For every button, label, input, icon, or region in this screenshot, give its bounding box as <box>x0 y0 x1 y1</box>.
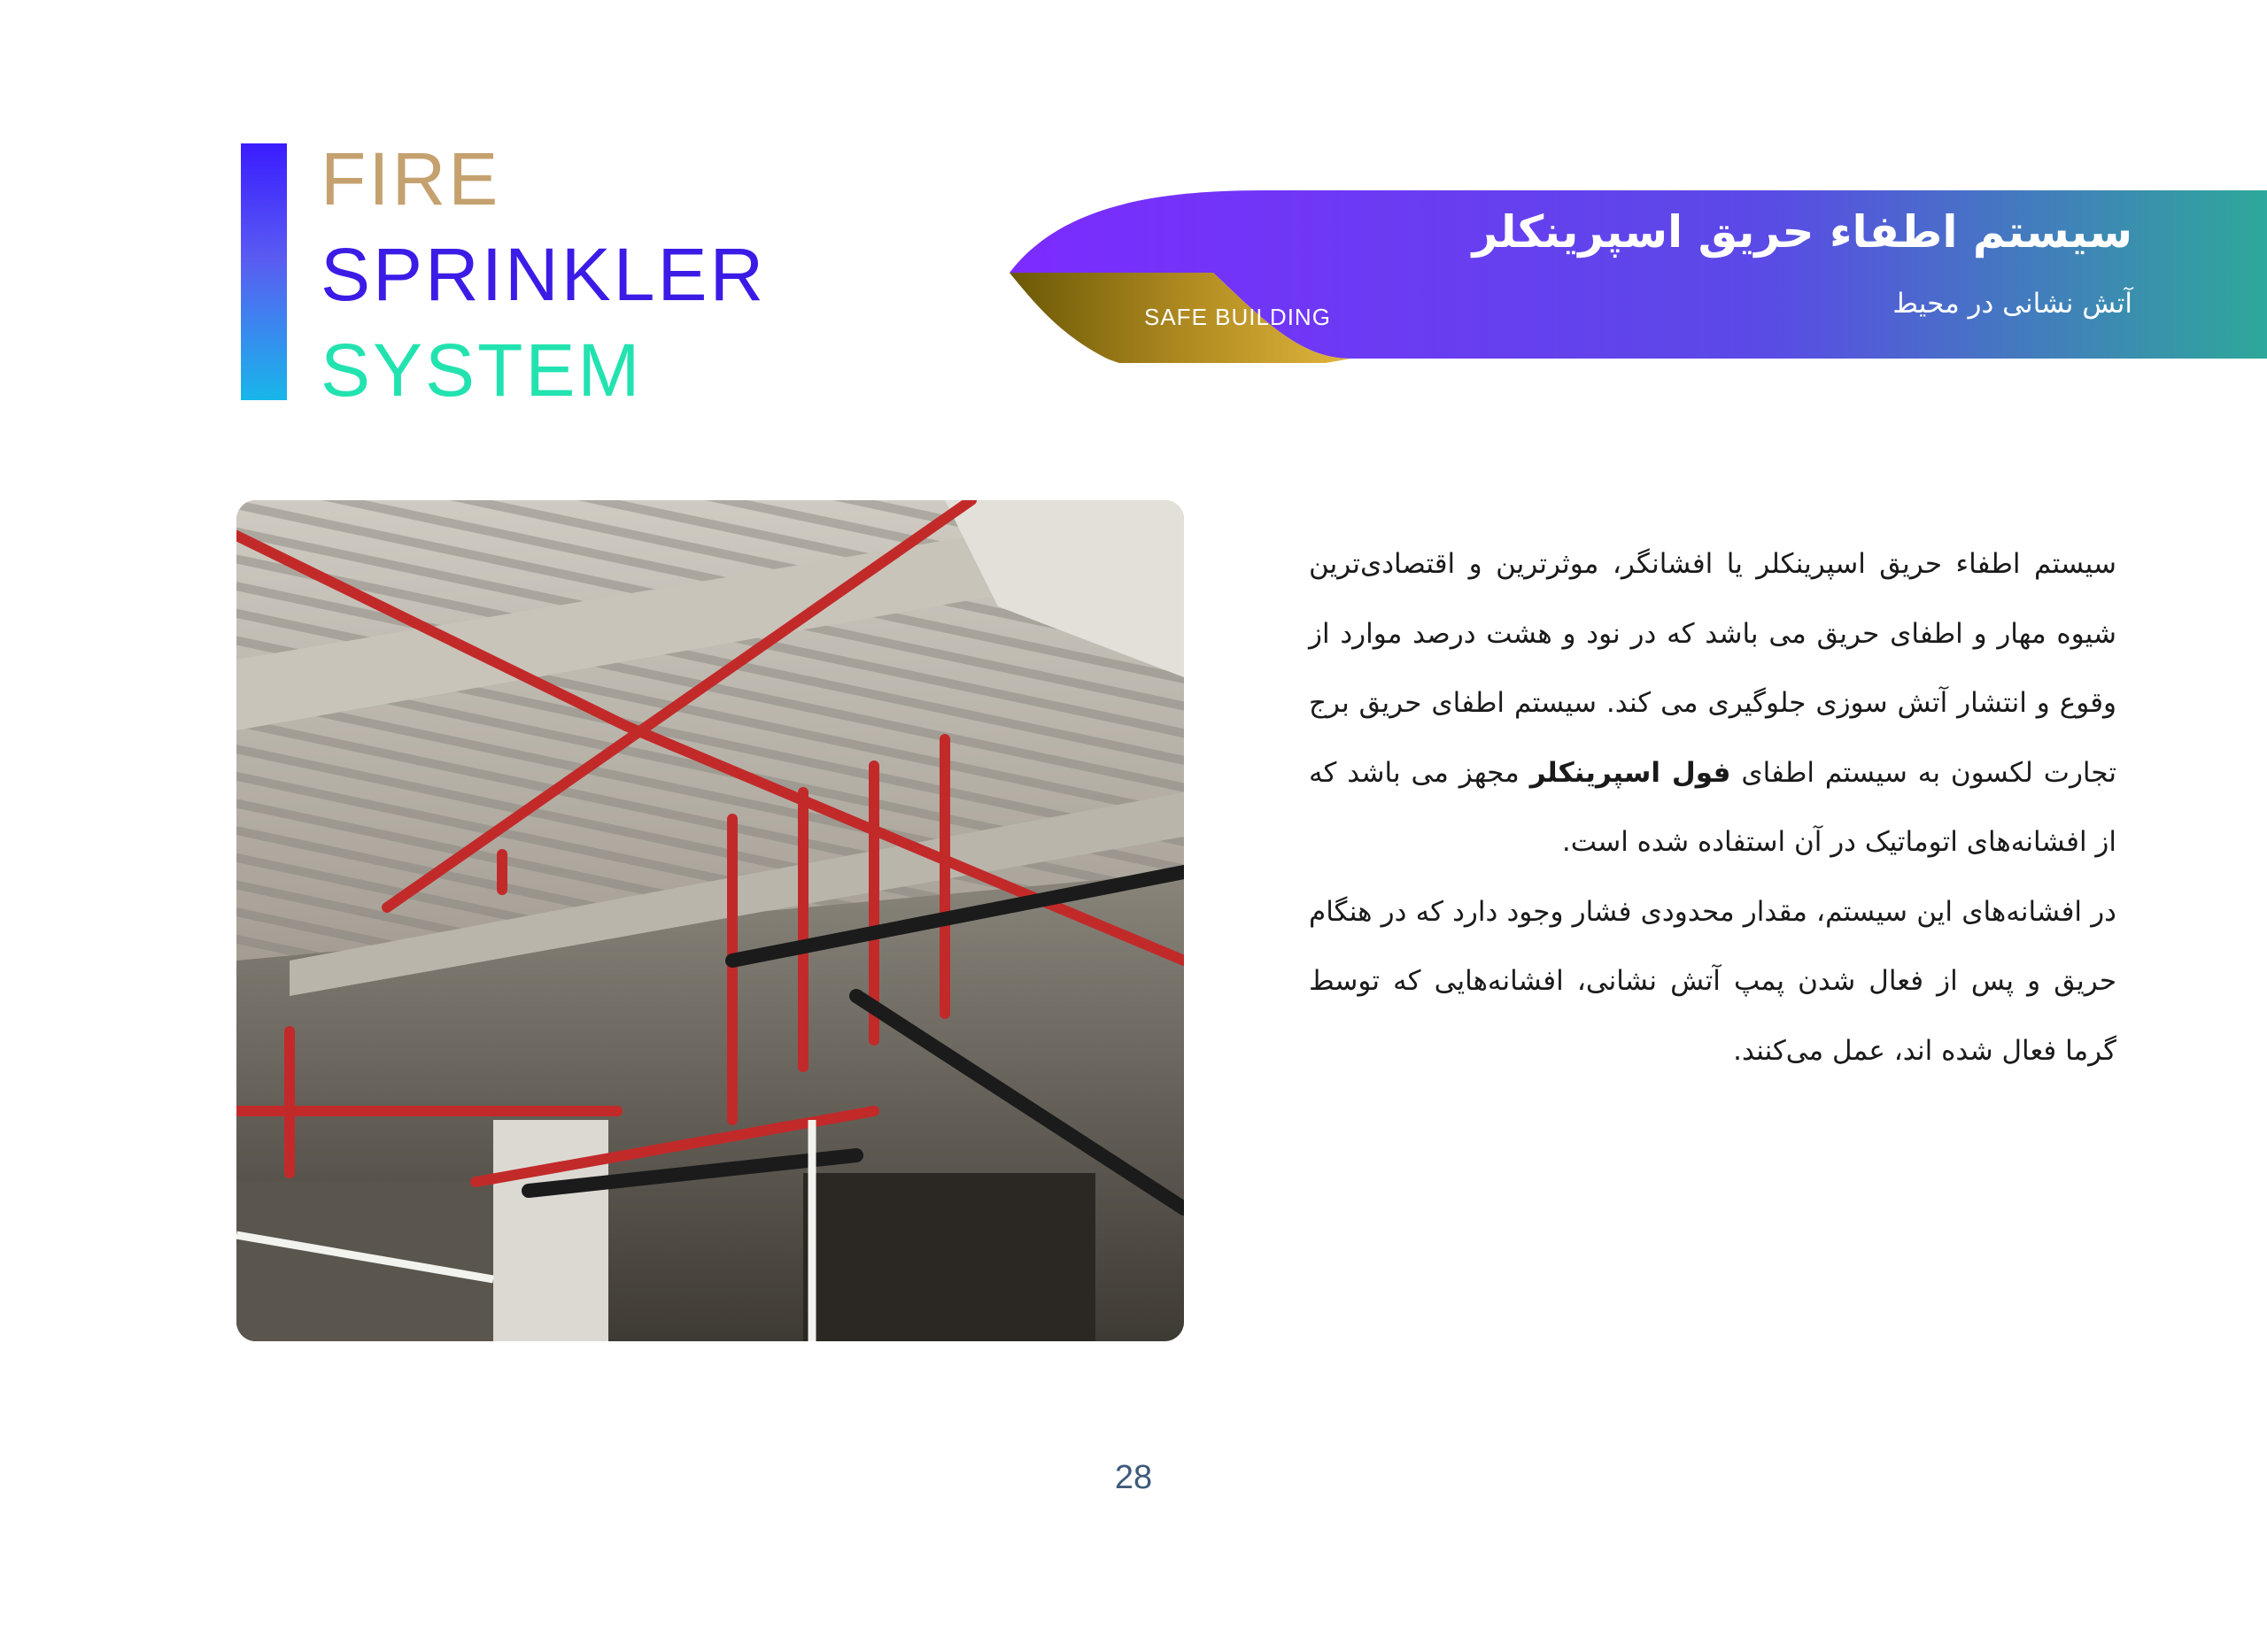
ceiling-sprinkler-photo-icon <box>236 500 1184 1341</box>
ribbon-title: سیستم اطفاء حریق اسپرینکلر <box>1472 206 2132 258</box>
page-number: 28 <box>1114 1459 1153 1496</box>
body-paragraph-1 <box>1309 529 2116 877</box>
accent-bar <box>241 143 287 400</box>
body-text <box>1309 529 2116 1085</box>
heading-system: SYSTEM <box>321 328 643 412</box>
body-paragraph-2: در افشانه‌های این سیستم، مقدار محدودی فشار وجود دارد که در هنگام حریق و پس از فعال شدن پمپ آتش نشانی، افشانه‌هایی که توسط گرما فعال شده اند، عمل می‌کنند. <box>1309 895 2116 1067</box>
ribbon-tag: SAFE BUILDING <box>1144 304 1331 330</box>
sprinkler-ceiling-photo <box>236 500 1184 1341</box>
body-paragraph-1-part-b: مجهز می باشد که از افشانه‌های اتوماتیک در آن استفاده شده است. <box>1309 756 2116 858</box>
heading-sprinkler: SPRINKLER <box>321 233 767 316</box>
ribbon-subtitle: آتش نشانی در محیط <box>1892 288 2132 320</box>
body-paragraph-1-part-a: سیستم اطفاء حریق اسپرینکلر یا افشانگر، موثرترین و اقتصادی‌ترین شیوه مهار و اطفای حریق می باشد که در نود و هشت درصد موارد از وقوع و انتشار آتش سوزی جلوگیری می کند. سیستم اطفای حریق برج تجارت لکسون به سیستم اطفای <box>1309 548 2116 789</box>
heading-fire: FIRE <box>321 137 501 220</box>
body-highlight: فول اسپرینکلر <box>1529 756 1731 789</box>
header-ribbon <box>1010 190 2267 363</box>
